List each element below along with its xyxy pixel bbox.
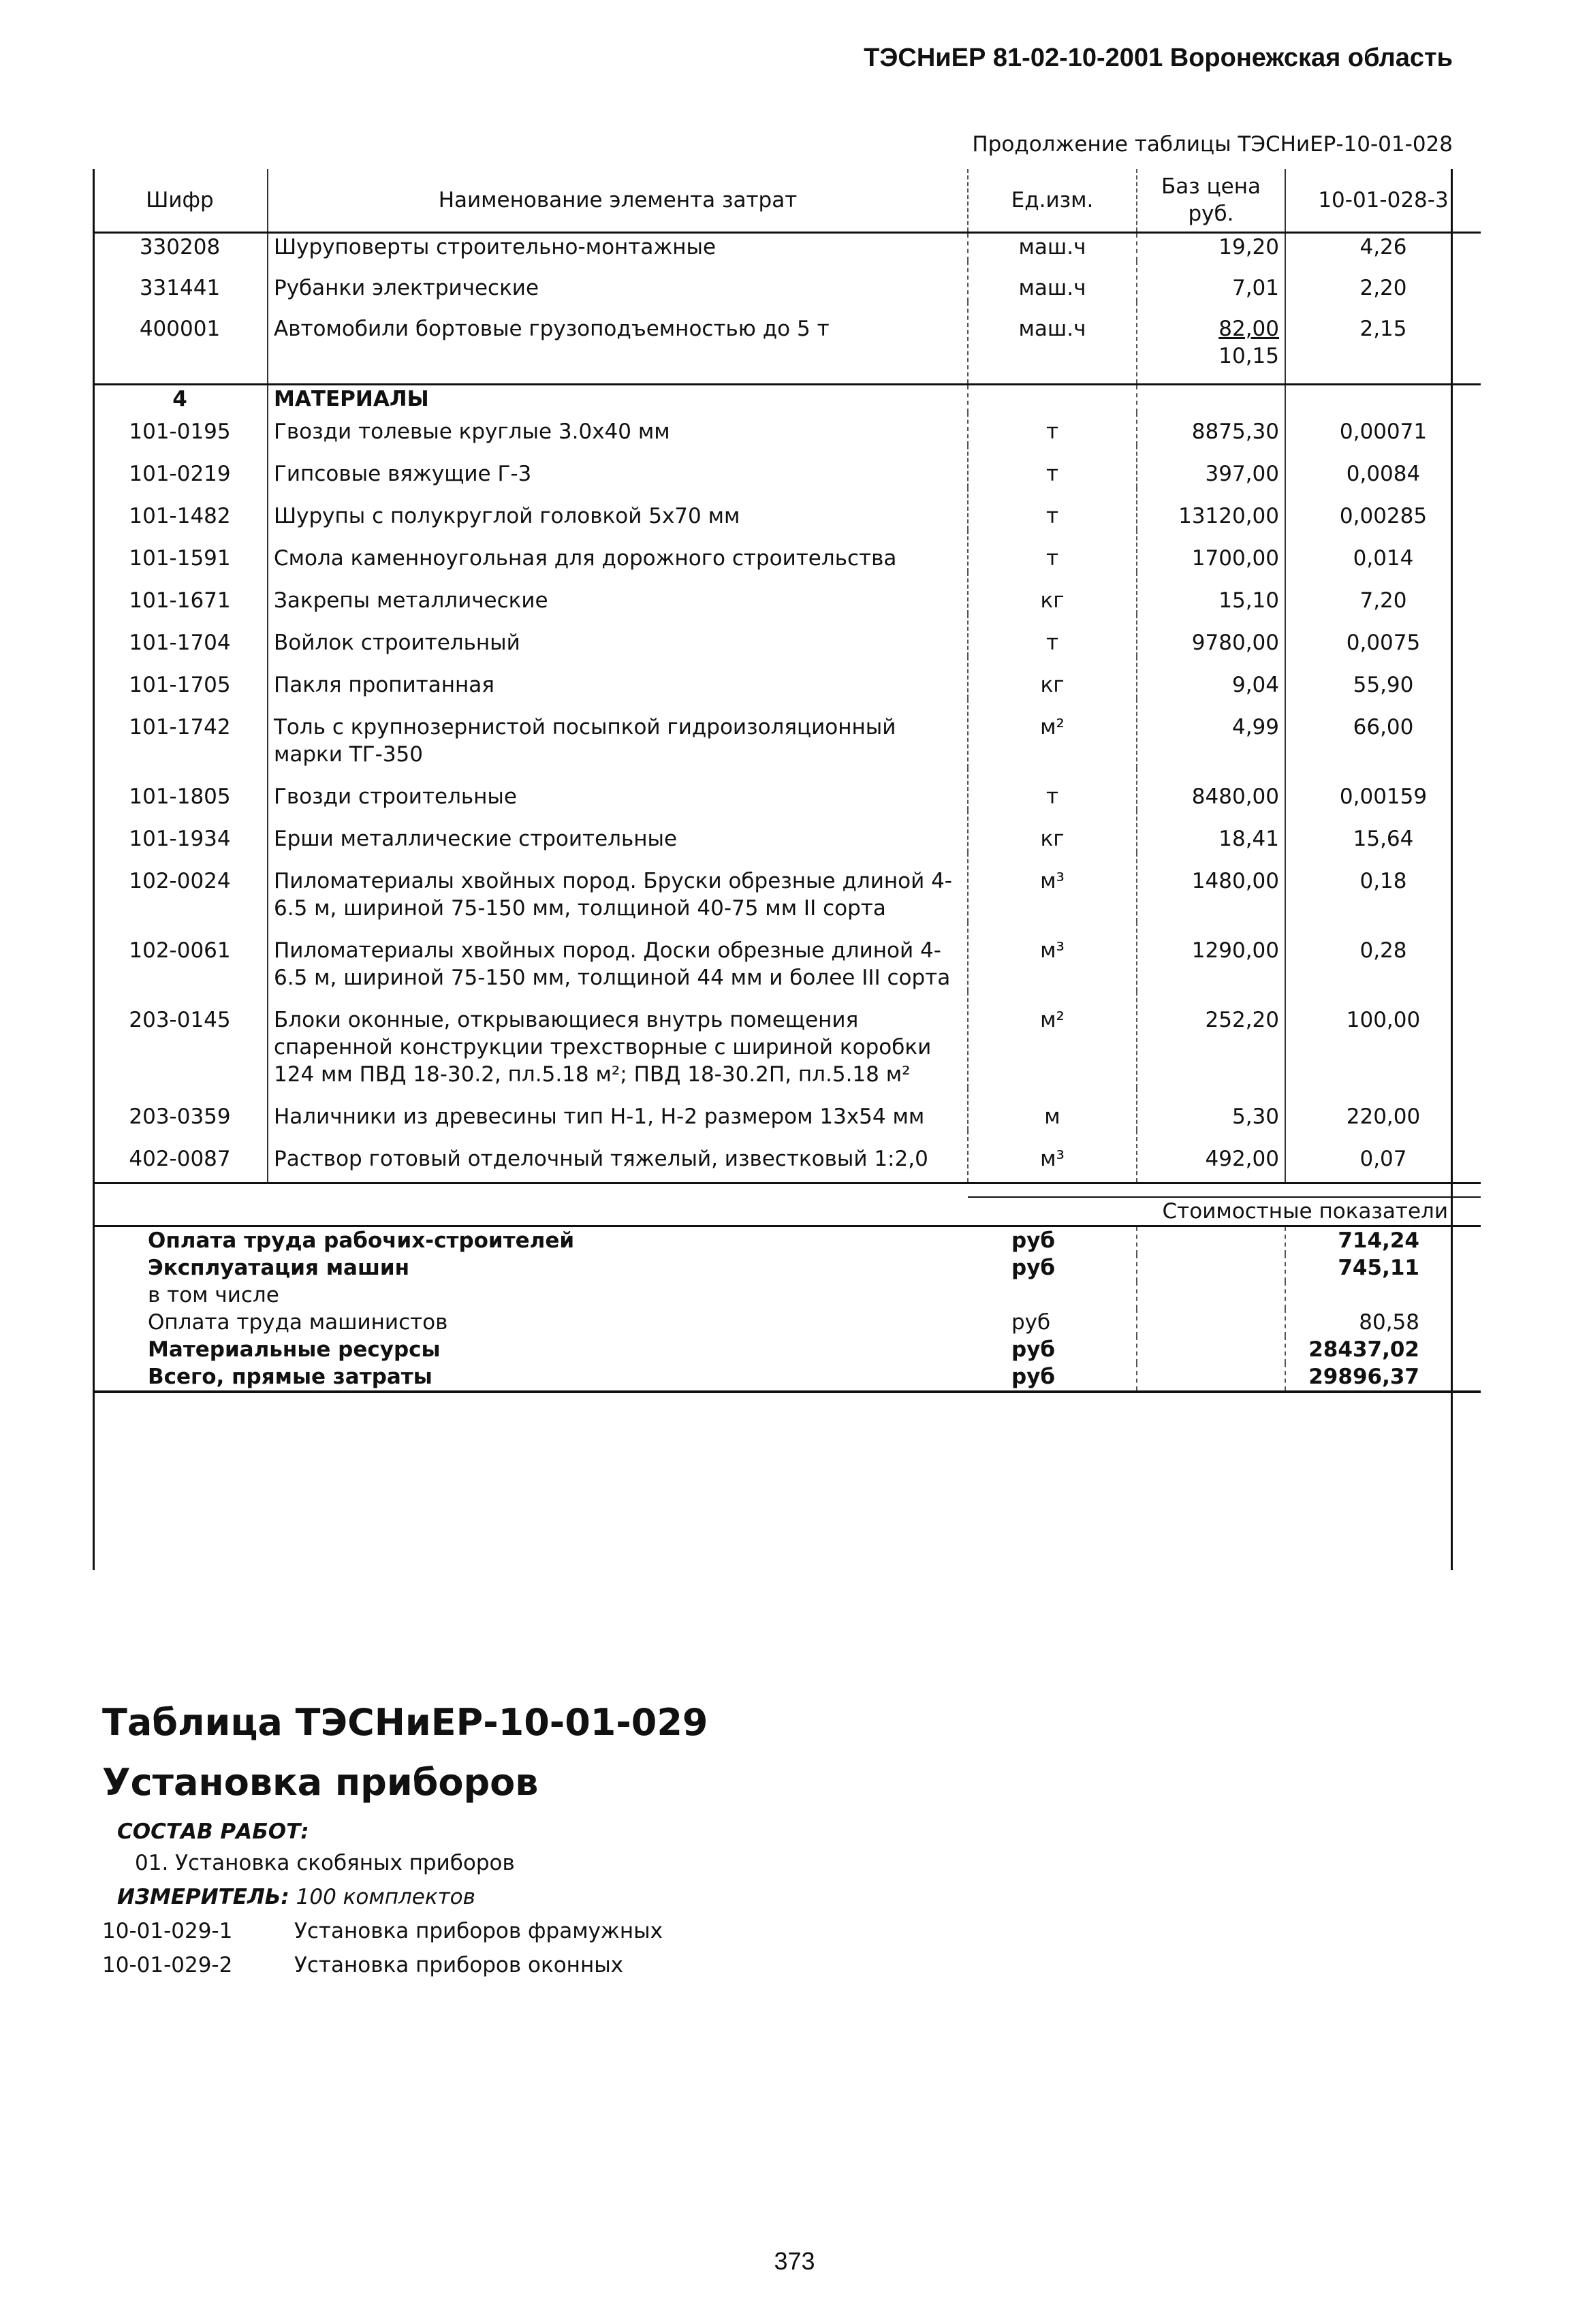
item-code: 10-01-029-2 [102, 1953, 233, 1977]
row-code: 203-0145 [93, 991, 268, 1088]
row-price: 5,30 [1137, 1088, 1285, 1130]
row-code: 102-0024 [93, 853, 268, 922]
summary-unit: руб [968, 1254, 1137, 1282]
row-value: 0,00071 [1339, 419, 1428, 444]
summary-value: 80,58 [1359, 1309, 1419, 1335]
row-price [1137, 302, 1285, 385]
table-row [93, 699, 1481, 768]
row-price: 18,41 [1137, 810, 1285, 853]
row-name: Ерши металлические строительные [268, 810, 968, 853]
row-code: 402-0087 [93, 1130, 268, 1183]
cost-table [93, 169, 1481, 1393]
measure-value: 100 комплектов [296, 1885, 475, 1909]
row-price: 19,20 [1137, 233, 1285, 261]
row-name: Раствор готовый отделочный тяжелый, известковый 1:2,0 [268, 1130, 968, 1183]
row-unit: маш.ч [968, 261, 1137, 302]
materials-body [93, 413, 1481, 1183]
row-name: Шуруповерты строительно-монтажные [268, 233, 968, 261]
row-price: 9,04 [1137, 656, 1285, 699]
work-item: 01. Установка скобяных приборов [135, 1851, 515, 1875]
row-unit: т [968, 413, 1137, 445]
measure-label: ИЗМЕРИТЕЛЬ: [117, 1885, 289, 1909]
row-code: 101-1704 [93, 614, 268, 656]
summary-row [93, 1226, 1481, 1254]
next-table-title: Таблица ТЭСНиЕР-10-01-029 [102, 1701, 708, 1744]
row-price: 492,00 [1137, 1130, 1285, 1183]
col-unit-header: Ед.изм. [968, 169, 1137, 233]
row-code: 101-1482 [93, 488, 268, 530]
row-unit: маш.ч [968, 233, 1137, 261]
table-row [93, 768, 1481, 810]
table-header-row [93, 169, 1481, 233]
table-continuation-label: Продолжение таблицы ТЭСНиЕР-10-01-028 [972, 132, 1453, 157]
section-title: МАТЕРИАЛЫ [268, 385, 968, 413]
row-unit: кг [968, 810, 1137, 853]
summary-value: 714,24 [1338, 1228, 1419, 1253]
table-row [93, 614, 1481, 656]
row-unit: м³ [968, 922, 1137, 991]
summary-unit: руб [968, 1309, 1137, 1336]
table-row [93, 261, 1481, 302]
row-unit: т [968, 488, 1137, 530]
summary-name: Оплата труда рабочих-строителей [148, 1228, 575, 1253]
row-price: 1700,00 [1137, 530, 1285, 572]
row-name: Гвозди толевые круглые 3.0х40 мм [268, 413, 968, 445]
row-value: 66,00 [1353, 715, 1414, 739]
row-name: Пиломатериалы хвойных пород. Бруски обрезные длиной 4-6.5 м, шириной 75-150 мм, толщиной 40-75 мм II сорта [268, 853, 968, 922]
row-name: Шурупы с полукруглой головкой 5х70 мм [268, 488, 968, 530]
col-value-header: 10-01-028-3 [1285, 169, 1481, 233]
works-label: СОСТАВ РАБОТ: [117, 1819, 309, 1844]
row-unit: м [968, 1088, 1137, 1130]
cost-indicators-row [93, 1197, 1481, 1226]
row-name: Рубанки электрические [268, 261, 968, 302]
row-unit: т [968, 445, 1137, 488]
row-name: Наличники из древесины тип Н-1, Н-2 размером 13х54 мм [268, 1088, 968, 1130]
row-value: 0,18 [1359, 869, 1407, 893]
table-row [93, 1088, 1481, 1130]
summary-value: 29896,37 [1285, 1363, 1481, 1392]
row-price: 1480,00 [1137, 853, 1285, 922]
row-value: 100,00 [1346, 1008, 1421, 1032]
summary-name: Оплата труда машинистов [148, 1309, 448, 1335]
row-name: Пиломатериалы хвойных пород. Доски обрезные длиной 4-6.5 м, шириной 75-150 мм, толщиной 44 мм и более III сорта [268, 922, 968, 991]
summary-body [93, 1226, 1481, 1392]
summary-row [93, 1282, 1481, 1309]
row-value: 0,0084 [1346, 462, 1421, 486]
row-value: 55,90 [1353, 673, 1414, 697]
row-code: 101-1591 [93, 530, 268, 572]
row-code: 101-0195 [93, 413, 268, 445]
row-value: 4,26 [1359, 235, 1407, 259]
row-value: 0,00285 [1339, 504, 1428, 528]
table-row [93, 656, 1481, 699]
row-value: 0,00159 [1339, 784, 1428, 809]
summary-unit: руб [968, 1336, 1137, 1363]
row-code: 203-0359 [93, 1088, 268, 1130]
col-code-header: Шифр [93, 169, 268, 233]
item-name: Установка приборов фрамужных [294, 1919, 663, 1943]
row-name: Смола каменноугольная для дорожного строительства [268, 530, 968, 572]
row-name: Пакля пропитанная [268, 656, 968, 699]
row-price: 8480,00 [1137, 768, 1285, 810]
row-name: Закрепы металлические [268, 572, 968, 614]
row-name: Гипсовые вяжущие Г-3 [268, 445, 968, 488]
row-code: 331441 [93, 261, 268, 302]
row-code: 101-1671 [93, 572, 268, 614]
row-code: 102-0061 [93, 922, 268, 991]
row-value: 7,20 [1359, 588, 1407, 613]
row-price: 9780,00 [1137, 614, 1285, 656]
row-price-old: 82,00 [1218, 317, 1279, 341]
row-value: 2,20 [1359, 276, 1407, 300]
row-unit: т [968, 614, 1137, 656]
cost-indicators-label: Стоимостные показатели [968, 1197, 1481, 1226]
summary-name: в том числе [148, 1282, 279, 1307]
summary-unit [968, 1282, 1137, 1309]
row-code: 101-0219 [93, 445, 268, 488]
table-row [93, 810, 1481, 853]
row-value: 0,0075 [1346, 631, 1421, 655]
summary-row [93, 1336, 1481, 1363]
table-row [93, 922, 1481, 991]
row-unit: м² [968, 699, 1137, 768]
row-unit: м³ [968, 853, 1137, 922]
summary-name: Материальные ресурсы [148, 1337, 441, 1362]
row-code: 330208 [93, 233, 268, 261]
row-code: 101-1705 [93, 656, 268, 699]
row-unit: кг [968, 572, 1137, 614]
row-value: 15,64 [1353, 827, 1414, 851]
row-name: Толь с крупнозернистой посыпкой гидроизоляционный марки ТГ-350 [268, 699, 968, 768]
row-price-new: 10,15 [1218, 344, 1279, 368]
row-unit: м² [968, 991, 1137, 1088]
row-unit: м³ [968, 1130, 1137, 1183]
page-header: ТЭСНиЕР 81-02-10-2001 Воронежская область [864, 44, 1453, 72]
row-unit: т [968, 530, 1137, 572]
section-code: 4 [93, 385, 268, 413]
row-code: 101-1934 [93, 810, 268, 853]
item-name: Установка приборов оконных [294, 1953, 624, 1977]
summary-name: Эксплуатация машин [148, 1255, 410, 1280]
row-value: 0,07 [1359, 1147, 1407, 1171]
row-value: 0,014 [1353, 546, 1414, 571]
row-code: 400001 [93, 302, 268, 385]
row-name: Блоки оконные, открывающиеся внутрь помещения спаренной конструкции трехстворные с шириной коробки 124 мм ПВД 18-30.2, пл.5.18 м²; ПВД 18-30.2П, пл.5.18 м² [268, 991, 968, 1088]
summary-value: 745,11 [1338, 1255, 1419, 1280]
table-row [93, 530, 1481, 572]
table-row [93, 488, 1481, 530]
summary-row [93, 1254, 1481, 1282]
summary-row [93, 1363, 1481, 1392]
row-price: 13120,00 [1137, 488, 1285, 530]
row-price: 15,10 [1137, 572, 1285, 614]
row-unit: кг [968, 656, 1137, 699]
row-name: Гвозди строительные [268, 768, 968, 810]
row-unit: маш.ч [968, 302, 1137, 385]
page-number: 373 [774, 2247, 815, 2275]
table-row [93, 233, 1481, 261]
table-row [93, 445, 1481, 488]
table-row [93, 302, 1481, 385]
measure-line [117, 1885, 475, 1909]
next-table-subtitle: Установка приборов [102, 1761, 539, 1804]
col-name-header: Наименование элемента затрат [268, 169, 968, 233]
item-code: 10-01-029-1 [102, 1919, 233, 1943]
row-name: Войлок строительный [268, 614, 968, 656]
summary-unit: руб [968, 1226, 1137, 1254]
table-row [93, 991, 1481, 1088]
table-row [93, 1130, 1481, 1183]
section-row-materials [93, 385, 1481, 413]
row-price: 252,20 [1137, 991, 1285, 1088]
row-value: 0,28 [1359, 938, 1407, 963]
row-code: 101-1742 [93, 699, 268, 768]
table-row [93, 572, 1481, 614]
summary-name: Всего, прямые затраты [104, 1363, 804, 1392]
row-unit: т [968, 768, 1137, 810]
row-value: 220,00 [1346, 1104, 1421, 1129]
row-price: 4,99 [1137, 699, 1285, 768]
row-value: 2,15 [1359, 317, 1407, 341]
row-price: 7,01 [1137, 261, 1285, 302]
row-name: Автомобили бортовые грузоподъемностью до 5 т [268, 302, 968, 385]
summary-row [93, 1309, 1481, 1336]
summary-unit: руб [968, 1363, 1137, 1392]
row-price: 1290,00 [1137, 922, 1285, 991]
summary-value: 28437,02 [1308, 1337, 1419, 1362]
row-code: 101-1805 [93, 768, 268, 810]
table-row [93, 853, 1481, 922]
row-price: 397,00 [1137, 445, 1285, 488]
row-price: 8875,30 [1137, 413, 1285, 445]
summary-value [1285, 1282, 1481, 1309]
table-row [93, 413, 1481, 445]
col-price-header: Баз цена руб. [1137, 169, 1285, 233]
